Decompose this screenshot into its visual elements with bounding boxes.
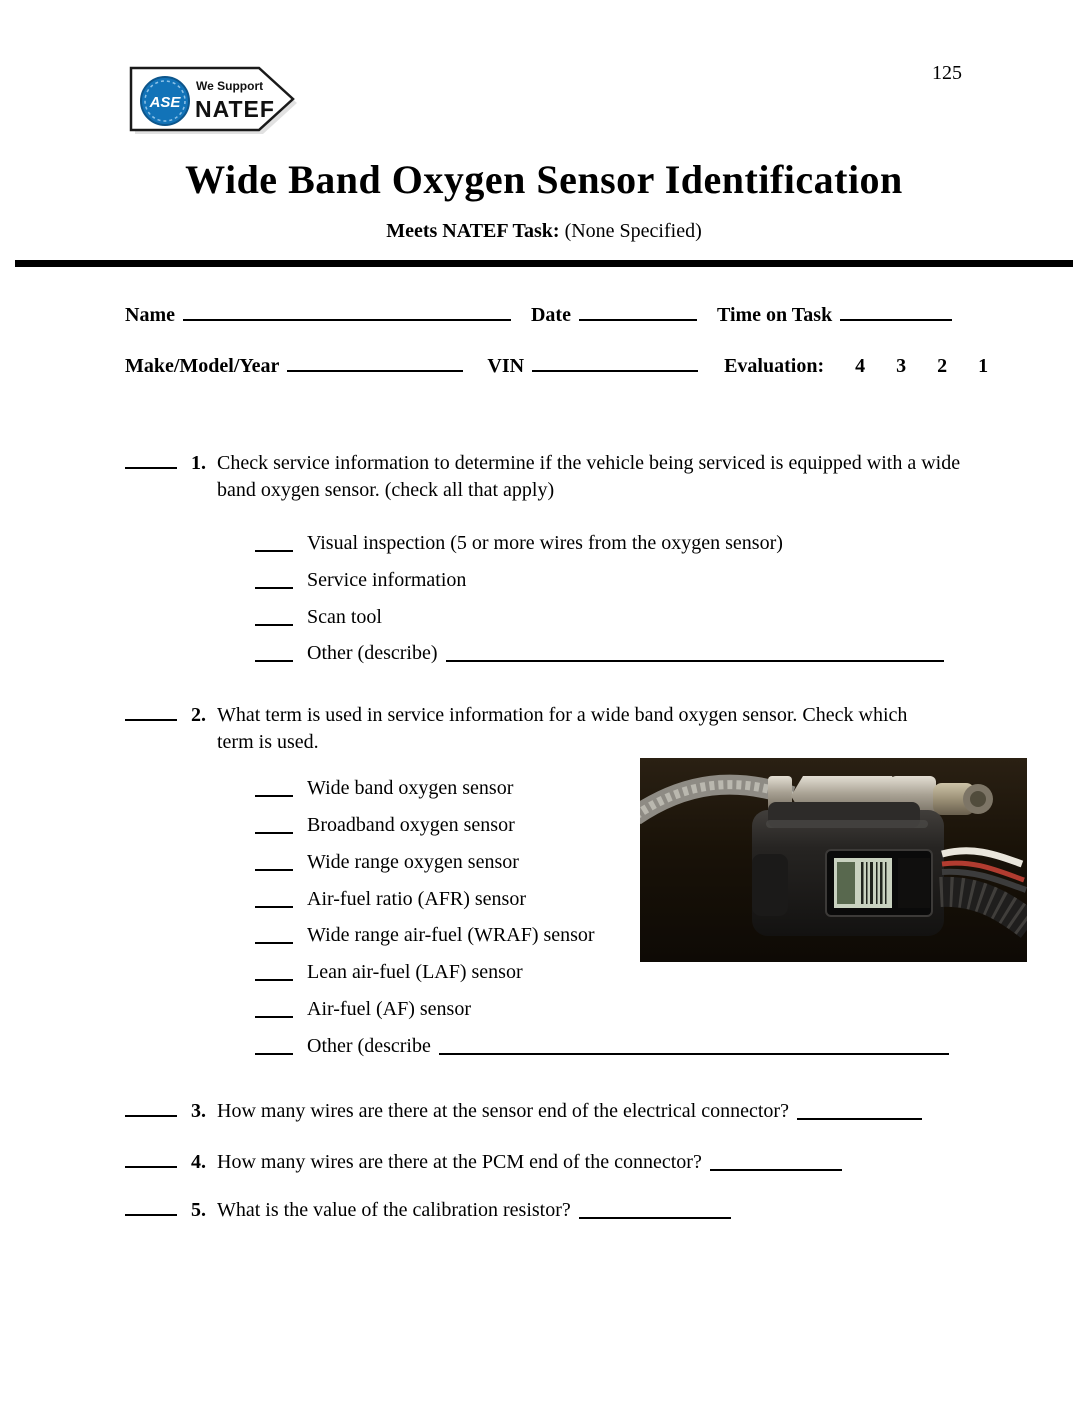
vin-blank-line <box>532 354 698 372</box>
question-5-number: 5. <box>191 1198 206 1221</box>
question-3-answer-blank <box>797 1102 922 1120</box>
oxygen-sensor-photo <box>640 758 1027 962</box>
question-2-grade-blank <box>125 703 177 721</box>
question-2 <box>125 702 1088 756</box>
check-blank <box>255 1037 293 1055</box>
question-4 <box>125 1149 1088 1176</box>
checklist-option <box>255 1028 1088 1065</box>
check-blank <box>255 890 293 908</box>
question-4-number: 4. <box>191 1150 206 1173</box>
check-blank <box>255 534 293 552</box>
date-blank-line <box>579 303 697 321</box>
question-2-text: What term is used in service information for a wide band oxygen sensor. Check which term is used. <box>217 704 908 754</box>
option-label: Wide range oxygen sensor <box>307 850 519 873</box>
meets-natef-task-line <box>0 220 1088 243</box>
evaluation-score-2: 2 <box>937 355 948 377</box>
option-label: Wide band oxygen sensor <box>307 777 514 800</box>
natef-logo-graphic <box>126 54 304 150</box>
checklist-option <box>255 599 1088 636</box>
form-row-identity <box>125 303 1088 327</box>
question-5-grade-blank <box>125 1198 177 1216</box>
page-number: 125 <box>932 62 962 84</box>
time-on-task-blank-line <box>840 303 952 321</box>
question-5-text-content: What is the value of the calibration resistor? <box>217 1198 571 1221</box>
ase-logo-text: ASE <box>149 94 181 111</box>
question-3 <box>125 1098 1088 1125</box>
checklist-option <box>255 525 1088 562</box>
question-1-text: Check service information to determine if the vehicle being serviced is equipped with a wide band oxygen sensor. (check all that apply) <box>217 452 961 501</box>
question-4-text-content: How many wires are there at the PCM end of the connector? <box>217 1150 702 1173</box>
make-model-year-blank-line <box>287 354 463 372</box>
question-2-number: 2. <box>191 704 206 727</box>
check-blank <box>255 608 293 626</box>
evaluation-score-1: 1 <box>978 355 989 377</box>
question-1 <box>125 450 1088 504</box>
other-describe-blank-line <box>439 1037 949 1055</box>
check-blank <box>255 571 293 589</box>
question-4-text <box>217 1149 842 1176</box>
question-3-text-content: How many wires are there at the sensor end of the electrical connector? <box>217 1099 789 1122</box>
other-describe-blank-line <box>446 644 944 662</box>
date-label: Date <box>530 304 571 326</box>
option-label: Scan tool <box>307 605 382 628</box>
divider-rule <box>15 260 1073 267</box>
question-3-grade-blank <box>125 1099 177 1117</box>
oxygen-sensor-photo-graphic <box>640 758 1027 962</box>
option-label: Wide range air-fuel (WRAF) sensor <box>307 924 595 947</box>
check-blank <box>255 853 293 871</box>
check-blank <box>255 779 293 797</box>
checklist-option <box>255 562 1088 599</box>
check-blank <box>255 1000 293 1018</box>
time-on-task-label: Time on Task <box>716 304 833 326</box>
question-5-answer-blank <box>579 1201 731 1219</box>
meets-task-label: Meets NATEF Task: <box>386 220 560 242</box>
option-label: Lean air-fuel (LAF) sensor <box>307 961 523 984</box>
evaluation-label: Evaluation: <box>724 355 825 377</box>
logo-natef-text: NATEF <box>195 96 275 122</box>
name-blank-line <box>183 303 511 321</box>
option-label: Air-fuel (AF) sensor <box>307 997 472 1020</box>
question-5 <box>125 1197 1088 1224</box>
check-blank <box>255 644 293 662</box>
question-1-number: 1. <box>191 452 206 474</box>
name-label: Name <box>125 304 175 326</box>
question-5-text <box>217 1197 731 1224</box>
checklist-option <box>255 635 1088 672</box>
option-label: Air-fuel ratio (AFR) sensor <box>307 887 526 910</box>
logo-we-support-text: We Support <box>196 79 264 93</box>
check-blank <box>255 963 293 981</box>
form-row-vehicle <box>125 354 1088 378</box>
vin-label: VIN <box>487 355 525 377</box>
option-label: Visual inspection (5 or more wires from the oxygen sensor) <box>307 532 783 554</box>
option-label: Broadband oxygen sensor <box>307 813 515 836</box>
evaluation-score-3: 3 <box>896 355 907 377</box>
check-blank <box>255 816 293 834</box>
question-4-answer-blank <box>710 1153 842 1171</box>
page-title: Wide Band Oxygen Sensor Identification <box>185 157 903 202</box>
option-label: Service information <box>307 568 467 591</box>
evaluation-score-4: 4 <box>855 355 866 377</box>
question-3-text <box>217 1098 922 1125</box>
checklist-option <box>255 991 1088 1028</box>
check-blank <box>255 926 293 944</box>
make-model-year-label: Make/Model/Year <box>125 355 280 377</box>
question-3-number: 3. <box>191 1099 206 1122</box>
meets-task-value: (None Specified) <box>564 220 702 242</box>
question-1-options <box>255 525 1088 672</box>
question-1-grade-blank <box>125 451 177 469</box>
option-label: Other (describe) <box>307 642 438 665</box>
natef-logo <box>126 54 304 150</box>
question-4-grade-blank <box>125 1150 177 1168</box>
option-label: Other (describe <box>307 1034 431 1057</box>
